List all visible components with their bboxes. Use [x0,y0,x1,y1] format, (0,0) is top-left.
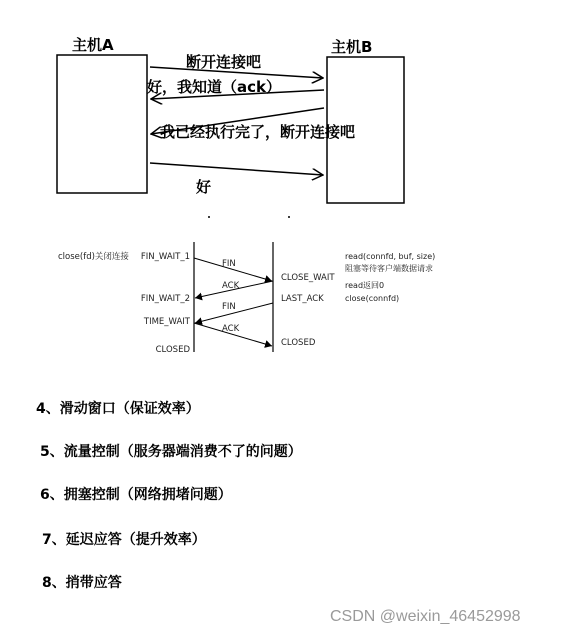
list-item-flow-control: 5、流量控制（服务器端消费不了的问题） [40,444,302,460]
state-close-wait: CLOSE_WAIT [281,273,335,283]
message-3-label: 我已经执行完了，断开连接吧 [160,123,356,141]
message-2-label: 好，我知道（ack） [147,78,281,96]
watermark: CSDN @weixin_46452998 [330,608,521,625]
host-a-label: 主机A [72,36,114,54]
state-fin-wait-2: FIN_WAIT_2 [140,294,190,304]
message-4-label: 好 [196,178,212,196]
list-item-delayed-ack: 7、延迟应答（提升效率） [42,532,206,548]
state-fin-wait-1: FIN_WAIT_1 [140,252,190,262]
state-closed-client: CLOSED [155,345,190,355]
right-note-blocking: 阻塞等待客户端数据请求 [345,264,433,273]
fin-label-2: FIN [222,302,236,312]
host-b-label: 主机B [331,38,373,56]
list-item-piggyback-ack: 8、捎带应答 [42,575,122,591]
state-time-wait: TIME_WAIT [143,317,190,327]
state-closed-server: CLOSED [281,338,316,348]
right-note-read-zero: read返回0 [345,281,385,290]
right-note-close: close(connfd) [345,294,400,303]
right-note-read: read(connfd, buf, size) [345,252,436,261]
left-note: close(fd)关闭连接 [58,252,129,262]
list-item-congestion-control: 6、拥塞控制（网络拥堵问题） [40,487,232,503]
list-item-sliding-window: 4、滑动窗口（保证效率） [36,401,200,417]
ack-label-1: ACK [222,281,240,291]
state-last-ack: LAST_ACK [281,294,324,304]
message-1-label: 断开连接吧 [186,53,262,71]
ack-label-2: ACK [222,324,240,334]
fin-label-1: FIN [222,259,236,269]
